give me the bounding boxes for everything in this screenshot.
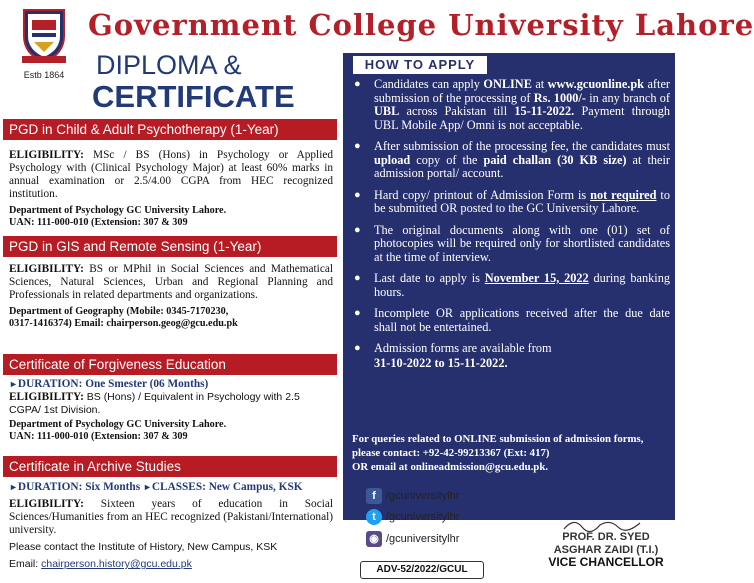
social-facebook[interactable]: f /gcuniversitylhr: [366, 487, 459, 505]
social-twitter[interactable]: t /gcuniversitylhr: [366, 508, 459, 526]
program-title-gis: PGD in GIS and Remote Sensing (1-Year): [3, 236, 337, 257]
twitter-icon: t: [366, 509, 382, 525]
contact-line: Please contact the Institute of History, New Campus, KSK: [9, 541, 278, 553]
history-email-link[interactable]: chairperson.history@gcu.edu.pk: [41, 558, 192, 570]
vc-title: VICE CHANCELLOR: [548, 555, 664, 569]
certificate-heading: CERTIFICATE: [92, 79, 295, 114]
list-item: ● Last date to apply is November 15, 2022 during banking hours.: [354, 271, 670, 299]
list-item: ● The original documents along with one (01) set of photocopies will be required only for shortlisted candidates at the time of interview.: [354, 222, 670, 264]
contact-line: UAN: 111-000-010 (Extension: 307 & 309: [9, 431, 188, 442]
eligibility-label: ELIGIBILITY:: [9, 149, 84, 161]
admission-dates: 31-10-2022 to 15-11-2022.: [374, 355, 508, 370]
contact-line: Department of Psychology GC University Lahore.: [9, 205, 227, 216]
program-details-archive: ►DURATION: Six Months ►CLASSES: New Campus, KSK ELIGIBILITY: Sixteen years of education in Social Sciences/Humanities from an HEC recognized (Pakistani/International) university. Please contact the Institute of History, New Campus, KSK Email: chairperson.history@gcu.edu.pk: [9, 481, 333, 570]
vc-award: (T.I.): [636, 543, 659, 556]
eligibility-text: BS or MPhil in Social Sciences and Mathematical Sciences, Natural Sciences, Urban and Regional Planning and Professionals in related departments and organizations.: [9, 263, 333, 301]
list-item: ● Candidates can apply ONLINE at www.gcuonline.pk after submission of the processing of Rs. 1000/- in any branch of UBL across Pakistan till 15-11-2022. Payment through UBL Mobile App/ Omni is not acceptable.: [354, 77, 671, 132]
duration-value: One Smester (06 Months): [85, 378, 209, 390]
university-crest-logo: [18, 6, 70, 64]
queries-text: For queries related to ONLINE submission of admission forms, please contact: +92-42-99213367 (Ext: 417): [352, 433, 644, 459]
program-title-psychotherapy: PGD in Child & Adult Psychotherapy (1-Year): [3, 119, 337, 140]
duration-label: DURATION:: [17, 378, 83, 390]
list-item: ● Admission forms are available from: [354, 341, 552, 355]
diploma-heading: DIPLOMA &: [96, 50, 242, 80]
facebook-icon: f: [366, 488, 382, 504]
how-to-apply-heading: HOW TO APPLY: [353, 56, 487, 74]
contact-line: 0317-1416374) Email: chairperson.geog@gcu.edu.pk: [9, 318, 238, 329]
email-label: Email:: [9, 558, 39, 570]
program-title-forgiveness: Certificate of Forgiveness Education: [3, 354, 337, 375]
contact-line: Department of Geography (Mobile: 0345-7170230,: [9, 306, 229, 317]
program-details-forgiveness: ►DURATION: One Smester (06 Months) ELIGIBILITY: BS (Hons) / Equivalent in Psychology with 2.5 CGPA/ 1st Division. Department of Psychology GC University Lahore. UAN: 111-000-010 (Extension: 307 & 309: [3, 378, 337, 443]
vice-chancellor-block: [536, 531, 676, 569]
list-item: ● Incomplete OR applications received after the due date shall not be entertained.: [354, 306, 670, 334]
queries-contact: [352, 432, 670, 474]
program-title-archive: Certificate in Archive Studies: [3, 456, 337, 477]
list-item: ● After submission of the processing fee, the candidates must upload copy of the paid challan (30 KB size) at their admission portal/ account.: [354, 139, 670, 180]
how-to-apply-list: [350, 78, 670, 370]
apply-website-link[interactable]: www.gcuonline.pk: [547, 77, 645, 91]
eligibility-label: ELIGIBILITY:: [9, 263, 84, 275]
eligibility-label: ELIGIBILITY:: [9, 498, 84, 510]
classes-value: New Campus, KSK: [208, 481, 303, 493]
contact-line: UAN: 111-000-010 (Extension: 307 & 309: [9, 217, 188, 228]
university-title: Government College University Lahore: [88, 8, 754, 42]
eligibility-text: BS (Hons) / Equivalent in Psychology with 2.5 CGPA/ 1st Division.: [9, 391, 300, 416]
list-item: ● Hard copy/ printout of Admission Form is not required to be submitted OR posted to the GC University Lahore.: [354, 187, 670, 215]
social-instagram[interactable]: ◉ /gcuniversitylhr: [366, 530, 459, 548]
contact-line: Department of Psychology GC University Lahore.: [9, 419, 227, 430]
duration-value: Six Months: [85, 481, 141, 493]
eligibility-text: MSc / BS (Hons) in Psychology or Applied Psychology with (Clinical Psychology Major) at least 60% marks in annual examination or 2.5/4.00 CGPA from HEC recognized institution.: [9, 149, 333, 200]
program-details-psychotherapy: [3, 149, 337, 229]
advertisement-number: ADV-52/2022/GCUL: [360, 561, 484, 579]
established-year: Estb 1864: [23, 70, 65, 80]
queries-email[interactable]: OR email at onlineadmission@gcu.edu.pk.: [352, 461, 549, 473]
classes-label: CLASSES:: [151, 481, 206, 493]
eligibility-text: Sixteen years of education in Social Sciences/Humanities from an HEC recognized (Pakistani/International) university.: [9, 498, 333, 536]
eligibility-label: ELIGIBILITY:: [9, 391, 84, 403]
instagram-icon: ◉: [366, 531, 382, 547]
vc-name: PROF. DR. SYED: [562, 531, 650, 543]
program-details-gis: [3, 263, 337, 330]
vc-name: ASGHAR ZAIDI: [553, 543, 634, 556]
duration-label: DURATION:: [17, 481, 83, 493]
